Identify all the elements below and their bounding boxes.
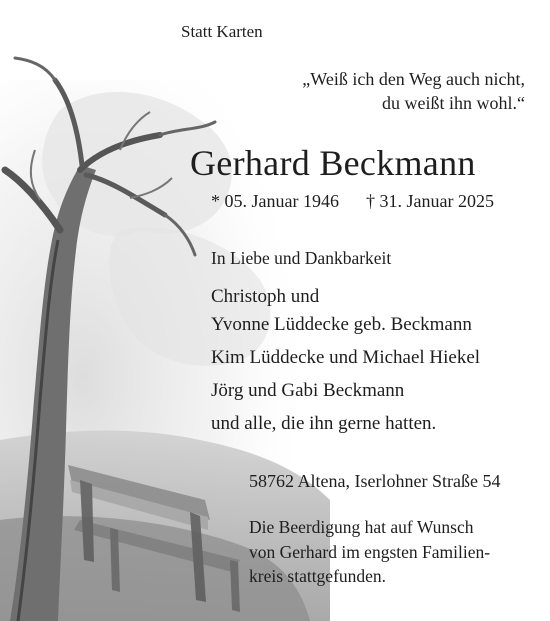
birth-date: * 05. Januar 1946: [211, 191, 339, 211]
quote-line-2: du weißt ihn wohl.“: [382, 93, 525, 113]
funeral-note-line: kreis stattgefunden.: [249, 566, 387, 586]
header-statt-karten: Statt Karten: [181, 22, 263, 41]
mourner-line: Christoph und: [211, 286, 320, 307]
death-date: † 31. Januar 2025: [366, 191, 494, 211]
mourner-line: Kim Lüddecke und Michael Hiekel: [211, 347, 481, 368]
address: 58762 Altena, Iserlohner Straße 54: [249, 471, 501, 491]
intro-line: In Liebe und Dankbarkeit: [211, 248, 392, 268]
deceased-name: Gerhard Beckmann: [190, 143, 476, 183]
quote-line-1: „Weiß ich den Weg auch nicht,: [302, 69, 525, 89]
mourner-line: Jörg und Gabi Beckmann: [211, 380, 405, 401]
mourner-line: Yvonne Lüddecke geb. Beckmann: [211, 314, 472, 335]
funeral-note-line: Die Beerdigung hat auf Wunsch: [249, 517, 474, 537]
mourner-line: und alle, die ihn gerne hatten.: [211, 413, 437, 434]
funeral-note-line: von Gerhard im engsten Familien-: [249, 542, 491, 562]
